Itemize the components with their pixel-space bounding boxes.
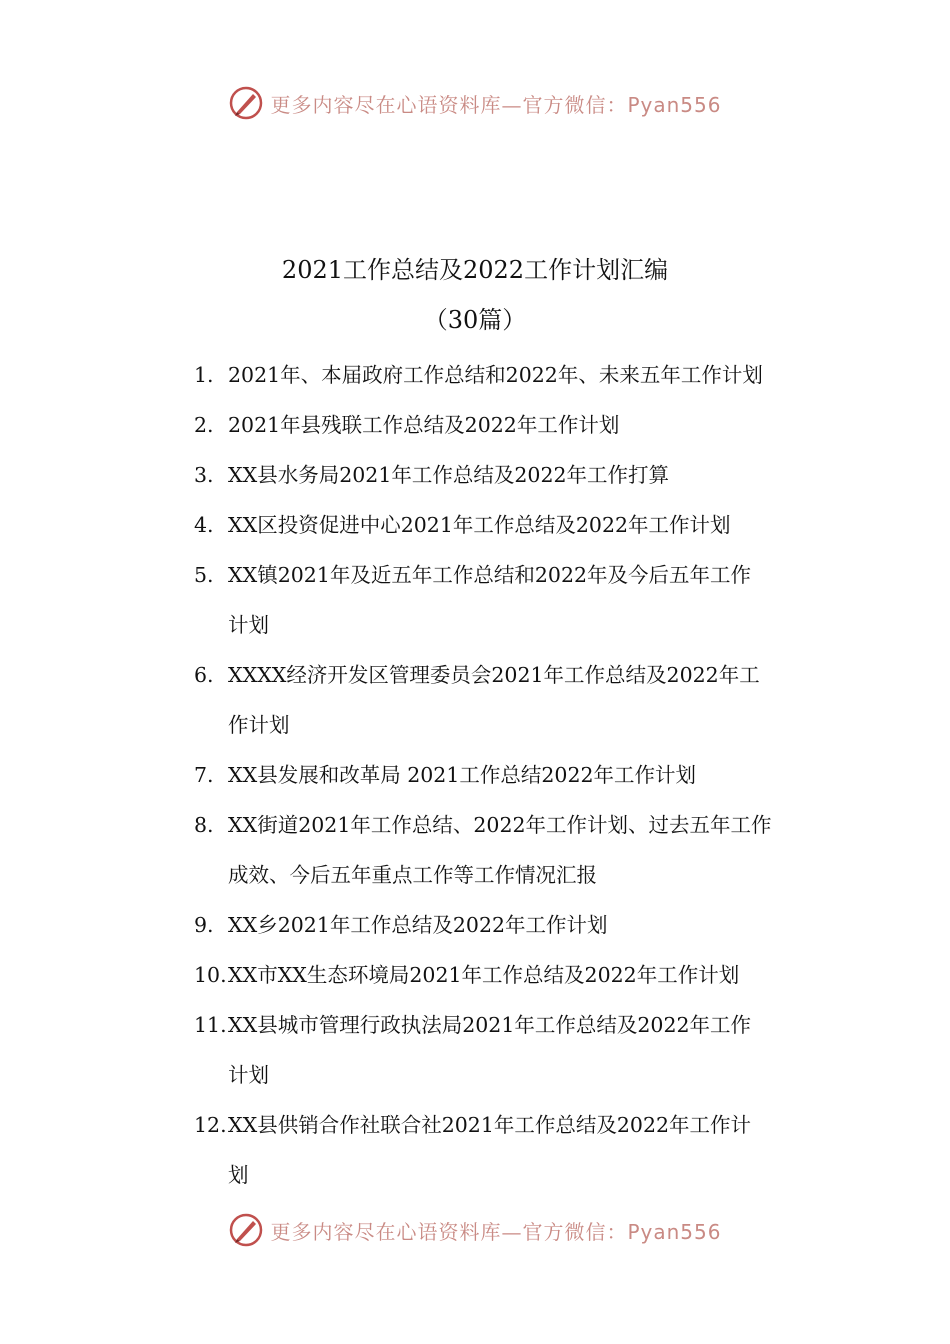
toc-entry-number: 7. bbox=[194, 763, 214, 787]
toc-entry-line: 作计划 bbox=[228, 713, 290, 737]
toc-entry-line: XX县发展和改革局 2021工作总结2022年工作计划 bbox=[228, 763, 697, 787]
toc-entry bbox=[194, 950, 834, 1000]
toc-entry-text bbox=[228, 550, 834, 650]
toc-entry bbox=[194, 550, 834, 650]
header-watermark bbox=[0, 83, 950, 123]
toc-entry bbox=[194, 1000, 834, 1100]
table-of-contents bbox=[194, 350, 834, 1200]
toc-entry-text bbox=[228, 750, 834, 800]
toc-entry-text bbox=[228, 400, 834, 450]
toc-entry bbox=[194, 650, 834, 750]
toc-entry-number: 5. bbox=[194, 563, 214, 587]
toc-entry bbox=[194, 1100, 834, 1200]
pen-logo-icon bbox=[228, 1212, 264, 1248]
toc-entry-text bbox=[228, 450, 834, 500]
toc-entry-line: XX县供销合作社联合社2021年工作总结及2022年工作计 bbox=[228, 1113, 752, 1137]
toc-entry-text bbox=[228, 500, 834, 550]
toc-entry-number: 1. bbox=[194, 363, 214, 387]
toc-entry-text bbox=[228, 1000, 834, 1100]
toc-entry-line: 划 bbox=[228, 1163, 249, 1187]
watermark-text: 更多内容尽在心语资料库—官方微信：Pyan556 bbox=[270, 92, 722, 117]
toc-entry-line: XXXX经济开发区管理委员会2021年工作总结及2022年工 bbox=[228, 663, 760, 687]
watermark-text: 更多内容尽在心语资料库—官方微信：Pyan556 bbox=[270, 1219, 722, 1244]
toc-entry-line: 计划 bbox=[228, 1063, 269, 1087]
toc-entry bbox=[194, 450, 834, 500]
toc-entry-line: 成效、今后五年重点工作等工作情况汇报 bbox=[228, 863, 597, 887]
toc-entry-line: XX区投资促进中心2021年工作总结及2022年工作计划 bbox=[228, 513, 731, 537]
toc-entry bbox=[194, 800, 834, 900]
toc-entry-number: 11. bbox=[194, 1013, 227, 1037]
toc-entry-number: 4. bbox=[194, 513, 214, 537]
pen-logo-icon bbox=[228, 85, 264, 121]
toc-entry-line: 计划 bbox=[228, 613, 269, 637]
toc-entry-number: 6. bbox=[194, 663, 214, 687]
toc-entry-text bbox=[228, 900, 834, 950]
toc-entry bbox=[194, 400, 834, 450]
toc-entry bbox=[194, 900, 834, 950]
toc-entry-line: XX市XX生态环境局2021年工作总结及2022年工作计划 bbox=[228, 963, 740, 987]
document-title: 2021工作总结及2022工作计划汇编 bbox=[281, 256, 669, 284]
toc-entry-line: XX街道2021年工作总结、2022年工作计划、过去五年工作 bbox=[228, 813, 772, 837]
toc-entry-text bbox=[228, 800, 834, 900]
toc-entry bbox=[194, 500, 834, 550]
toc-entry bbox=[194, 750, 834, 800]
toc-entry-number: 8. bbox=[194, 813, 214, 837]
toc-entry-number: 2. bbox=[194, 413, 214, 437]
toc-entry-line: XX乡2021年工作总结及2022年工作计划 bbox=[228, 913, 608, 937]
document-subtitle: （30篇） bbox=[423, 306, 527, 334]
toc-entry-line: 2021年县残联工作总结及2022年工作计划 bbox=[228, 413, 620, 437]
toc-entry-number: 10. bbox=[194, 963, 227, 987]
toc-entry-text bbox=[228, 1100, 834, 1200]
toc-entry bbox=[194, 350, 834, 400]
toc-entry-text bbox=[228, 950, 834, 1000]
footer-watermark bbox=[0, 1210, 950, 1250]
toc-entry-text bbox=[228, 350, 834, 400]
toc-entry-number: 12. bbox=[194, 1113, 227, 1137]
toc-entry-line: XX县水务局2021年工作总结及2022年工作打算 bbox=[228, 463, 670, 487]
toc-entry-line: 2021年、本届政府工作总结和2022年、未来五年工作计划 bbox=[228, 363, 763, 387]
toc-entry-number: 9. bbox=[194, 913, 214, 937]
toc-entry-line: XX县城市管理行政执法局2021年工作总结及2022年工作 bbox=[228, 1013, 752, 1037]
toc-entry-number: 3. bbox=[194, 463, 214, 487]
toc-entry-line: XX镇2021年及近五年工作总结和2022年及今后五年工作 bbox=[228, 563, 752, 587]
toc-entry-text bbox=[228, 650, 834, 750]
